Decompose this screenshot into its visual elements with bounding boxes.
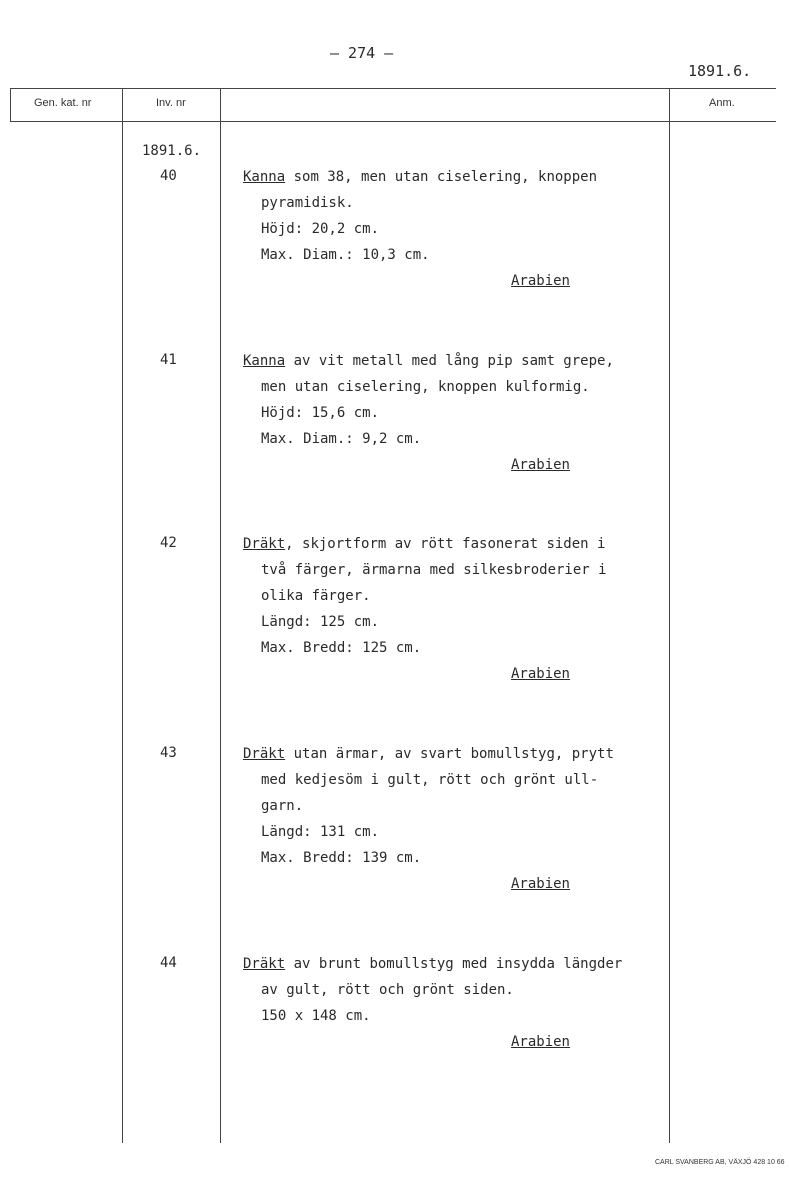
entry-description (243, 951, 668, 1055)
column-divider-1 (122, 88, 123, 1143)
header-bottom-rule (10, 121, 776, 122)
entry-origin: Arabien (510, 273, 570, 289)
entry-origin: Arabien (510, 457, 570, 473)
entry-description (243, 531, 668, 687)
entry-title: Dräkt (243, 956, 286, 972)
inv-number: 41 (160, 352, 177, 368)
entry-description (243, 741, 668, 897)
entry-line: Längd: 131 cm. (261, 824, 380, 840)
entry-line: 150 x 148 cm. (261, 1008, 371, 1024)
entry-title: Kanna (243, 169, 286, 185)
entry-first-line: utan ärmar, av svart bomullstyg, prytt (285, 746, 614, 762)
entry-title: Dräkt (243, 746, 286, 762)
inv-number: 40 (160, 168, 177, 184)
entry-line: med kedjesöm i gult, rött och grönt ull- (261, 772, 599, 788)
entry-origin: Arabien (510, 876, 570, 892)
entry-line: av gult, rött och grönt siden. (261, 982, 514, 998)
entry-line: men utan ciselering, knoppen kulformig. (261, 379, 590, 395)
entry-line: garn. (261, 798, 304, 814)
entry-line: pyramidisk. (261, 195, 354, 211)
entry-line: Max. Bredd: 125 cm. (261, 640, 422, 656)
entry-first-line: , skjortform av rött fasonerat siden i (285, 536, 606, 552)
batch-number-top: 1891.6. (688, 62, 752, 80)
header-inv-nr: Inv. nr (156, 97, 186, 109)
entry-line: Höjd: 15,6 cm. (261, 405, 380, 421)
page-number: — 274 — (330, 44, 394, 62)
printer-imprint: CARL SVANBERG AB, VÄXJÖ 428 10 66 (655, 1159, 785, 1166)
entry-description (243, 164, 668, 294)
entry-first-line: av vit metall med lång pip samt grepe, (285, 353, 614, 369)
entry-line: Höjd: 20,2 cm. (261, 221, 380, 237)
entry-line: olika färger. (261, 588, 371, 604)
entry-description (243, 348, 668, 478)
inv-number: 42 (160, 535, 177, 551)
entry-line: Max. Diam.: 9,2 cm. (261, 431, 422, 447)
entry-origin: Arabien (510, 1034, 570, 1050)
entry-origin: Arabien (510, 666, 570, 682)
entry-line: Max. Bredd: 139 cm. (261, 850, 422, 866)
table-left-edge (10, 88, 11, 122)
table-top-rule (10, 88, 776, 89)
entry-first-line: av brunt bomullstyg med insydda längder (285, 956, 623, 972)
inv-number: 44 (160, 955, 177, 971)
entry-title: Dräkt (243, 536, 286, 552)
entry-line: Max. Diam.: 10,3 cm. (261, 247, 430, 263)
header-anm: Anm. (709, 97, 735, 109)
entry-line: två färger, ärmarna med silkesbroderier i (261, 562, 607, 578)
column-divider-2 (220, 88, 221, 1143)
entry-line: Längd: 125 cm. (261, 614, 380, 630)
entry-first-line: som 38, men utan ciselering, knoppen (285, 169, 598, 185)
entry-title: Kanna (243, 353, 286, 369)
header-gen-kat-nr: Gen. kat. nr (34, 97, 92, 109)
batch-number-column: 1891.6. (142, 143, 202, 159)
column-divider-3 (669, 88, 670, 1143)
inv-number: 43 (160, 745, 177, 761)
